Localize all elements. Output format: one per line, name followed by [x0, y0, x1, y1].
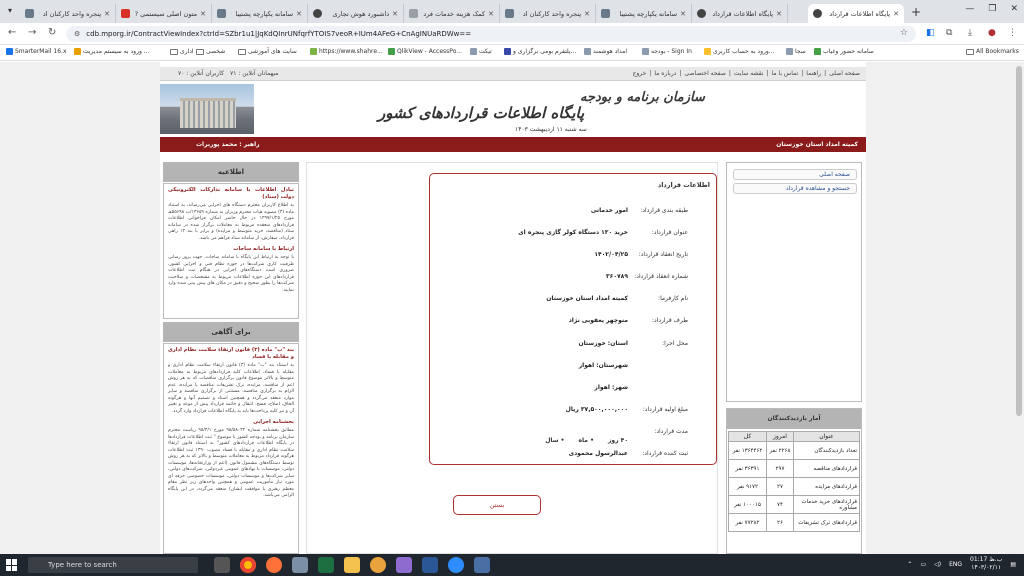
close-tab-icon[interactable]: ✕ [776, 9, 782, 18]
bookmark-icon [584, 48, 591, 55]
browser-tab[interactable]: سامانه یکپارچه پشتیبا ✕ [212, 4, 308, 23]
awareness-text: مطابق بخشنامه شماره ۹۵/۵۸۰۳۲ مورخ ۹۵/۳/۱ ریاست محترم سازمان برنامه و بودجه کشور با موضوع " ثبت اطلاعات قراردادها در پایگاه اطلاعات قراردادهای کشور" به استناد قانون ارتقاء سلامت نظام اداری و مقابله با فساد مصوب ۱۳۹۰ ثبت اطلاعات هرگونه قرارداد مربوط به معاملات متوسط و بالاتر که به هر روش توسط دستگاه‌های مشمول قانون (اعم از وزارتخانه‌ها، موسسات دولتی، موسسات یا نهادهای عمومی غیردولتی، شرکت‌های دولتی، سایر شرکت‌ها و موسسات دولتی، موسسات خصوصی حرفه ای مورد نیاز مأموریت عمومی و همچنین واحدهای زیر نظر مقام معظم رهبری با موافقت ایشان) منعقد می‌گردد، در این پایگاه الزامی می‌باشد. [168, 428, 294, 498]
taskbar-search-input[interactable]: Type here to search [28, 557, 198, 573]
table-row: تعداد بازدیدکنندگان ۲۲۶۸ نفر ۱۳۶۴۴۶۲ نفر [729, 442, 860, 460]
chrome-icon[interactable] [240, 557, 256, 573]
field-contract-date: تاریخ انعقاد قرارداد: ۱۴۰۲/۰۴/۲۵ [594, 251, 688, 258]
windows-start-icon[interactable] [6, 559, 18, 571]
left-sidebar [163, 162, 299, 554]
language-indicator[interactable]: ENG [949, 560, 963, 568]
table-row: قراردادهای مزایده ۲۷ ۹۱۷۲ نفر [729, 478, 860, 496]
bookmark-item[interactable]: پلتفرم بومی برگزاری و... [504, 48, 576, 55]
sidebar-item-home[interactable]: صفحه اصلی [733, 169, 857, 180]
bookmark-icon [470, 48, 477, 55]
nav-home-link[interactable]: صفحه اصلی [829, 70, 860, 77]
bookmark-item[interactable]: بودجه - Sign In [642, 48, 692, 55]
notice-panel [163, 183, 299, 319]
back-icon[interactable]: ← [8, 27, 17, 38]
menu-icon[interactable]: ⋮ [1008, 28, 1017, 38]
bookmark-item[interactable]: سامانه حضور وغیاب [814, 48, 874, 55]
database-title: پایگاه اطلاعات قراردادهای کشور [378, 104, 585, 122]
bookmark-icon [814, 48, 821, 55]
new-tab-icon[interactable]: + [911, 5, 922, 19]
browser-tab-bar [0, 0, 1024, 23]
field-category: طبقه بندی قرارداد: امور خدماتی [590, 207, 688, 214]
bookmark-item[interactable]: سجا [786, 48, 806, 55]
top-navigation [160, 67, 866, 81]
field-contract-number: شماره انعقاد قرارداد: ۳۶۰۷۸۹ [606, 273, 688, 280]
address-bar [0, 23, 1024, 45]
bookmark-icon [704, 48, 711, 55]
browser-tab[interactable]: پنجره واحد کارکنان اد ✕ [20, 4, 116, 23]
right-sidebar-menu [726, 162, 862, 402]
download-icon[interactable]: ⤓ [968, 28, 972, 38]
site-banner [160, 84, 866, 134]
notice-title: اطلاعیه [163, 162, 299, 182]
field-title: عنوان قرارداد: خرید ۱۳۰ دستگاه کولر گازی پنجره ای [518, 229, 688, 236]
folder-icon [238, 49, 246, 55]
topnav-links [633, 70, 861, 77]
url-text: cdb.mporg.ir/ContractViewIndex?ctrId=SZbr1u1|JqKdQInrUNfqrfYTOIS7veoR+IUm4AFeG+CnAgINUaRDWw== [86, 30, 472, 38]
building-photo [160, 84, 254, 134]
nav-help-link[interactable]: راهنما [806, 70, 822, 77]
clock[interactable] [970, 556, 1002, 572]
favicon-icon [313, 9, 322, 18]
translate-icon[interactable]: ◧ [926, 28, 935, 38]
file-explorer-icon[interactable] [344, 557, 360, 573]
firefox-icon[interactable] [266, 557, 282, 573]
nav-logout-link[interactable]: خروج [632, 70, 647, 77]
favicon-icon [409, 9, 418, 18]
maximize-icon[interactable]: ❐ [988, 4, 997, 14]
page-viewport [0, 62, 1014, 554]
bookmark-item[interactable]: امداد هوشمند [584, 48, 627, 55]
nav-contact-link[interactable]: تماس با ما [771, 70, 799, 77]
scrollbar-thumb[interactable] [1016, 66, 1022, 416]
favicon-icon [217, 9, 226, 18]
field-amount: مبلغ اولیه قرارداد: ۳۷,۵۰۰,۰۰۰,۰۰۰ ریال [565, 406, 688, 413]
bookmark-icon [504, 48, 511, 55]
site-container [160, 62, 866, 554]
folder-icon [196, 49, 204, 55]
extensions-icon[interactable]: ⧉ [946, 28, 953, 38]
field-location-county: شهرستان: اهواز [578, 362, 628, 369]
field-registrar: ثبت کننده قرارداد: عبدالرسول محمودی [568, 450, 688, 457]
favicon-icon [505, 9, 514, 18]
notifications-icon[interactable]: ▤ [1010, 560, 1016, 568]
online-counters [178, 70, 278, 77]
profile-avatar-icon[interactable]: ● [988, 28, 996, 38]
notice-heading[interactable]: ارتباط با سامانه ساجات [233, 246, 294, 252]
browser-tab[interactable]: کمک هزینه خدمات فرد ✕ [404, 4, 500, 23]
nav-about-link[interactable]: درباره ما [654, 70, 677, 77]
close-tab-icon[interactable]: ✕ [584, 9, 590, 18]
browser-tab[interactable]: متون اصلی سیستمی ? ✕ [116, 4, 212, 23]
notice-text: با توجه به ارتباط این پایگاه با سامانه ساجات، جهت بروز رسانی ظرفیت کاری شرکت‌ها در حوزه نظام فنی و اجرایی کشور، ضروری است دستگاه‌های اجرایی در هنگام ثبت اطلاعات قراردادهای این حوزه اطلاعات مربوط به مشخصات و صلاحیت شرکت‌ها را بطور صحیح و دقیق در مکان های پیش بینی شده وارد نمایند. [168, 255, 294, 293]
nav-sitemap-link[interactable]: نقشه سایت [733, 70, 764, 77]
visitor-stats-panel [726, 408, 862, 554]
forward-icon[interactable]: → [28, 27, 37, 38]
bookmark-item[interactable]: https://www.shahre... [310, 48, 383, 55]
system-tray [907, 556, 1016, 572]
clock-time: 01:17 ب.ظ [970, 556, 1003, 563]
close-tab-icon[interactable]: ✕ [104, 9, 110, 18]
bookmark-item[interactable]: ورود به حساب کاربری... [704, 48, 775, 55]
volume-icon[interactable]: ◁) [934, 560, 942, 568]
favicon-icon [25, 9, 34, 18]
bookmark-folder[interactable]: سایت های آموزشی [238, 48, 297, 55]
stats-header-today: امروز [766, 432, 793, 442]
nav-separator: | [801, 70, 804, 77]
nav-separator: | [728, 70, 731, 77]
nav-private-page-link[interactable]: صفحه اختصاصی [684, 70, 726, 77]
all-bookmarks[interactable]: All Bookmarks [966, 48, 1019, 55]
site-info-icon[interactable]: ⚙ [74, 30, 81, 38]
skype-icon[interactable] [448, 557, 464, 573]
stats-title: آمار بازدیدکنندگان [727, 409, 861, 429]
bookmark-star-icon[interactable]: ☆ [899, 28, 908, 38]
nav-separator: | [649, 70, 652, 77]
panel-title: اطلاعات قرارداد [657, 181, 710, 189]
field-employer: نام کارفرما: کمیته امداد استان خوزستان [546, 295, 688, 302]
favicon-icon [813, 9, 822, 18]
close-tab-icon[interactable]: ✕ [392, 9, 398, 18]
table-row: قراردادهای مناقصه ۲۹۷ ۳۶۳۹۱ نفر [729, 460, 860, 478]
folder-icon [170, 49, 178, 55]
favicon-icon [121, 9, 130, 18]
folder-icon [966, 49, 974, 55]
awareness-text: به استناد بند "ب" ماده (۳) قانون ارتقاء سلامت نظام اداری و مقابله با فساد، اطلاعات کلیه قراردادهای مربوط به معاملات متوسط و بالاتر موضوع قانون برگزاری مناقصات که به هر روش اعم از مناقصه، مزایده، ترک تشریفات مناقصه یا مزایده، عدم الزام به برگزاری مناقصه، مستثنی از برگزاری مناقصه و سایر موارد منعقد می‌گردد و همچنین اسناد و تصمیم آنها و هرگونه الحاق، اصلاح، فسخ، انتقال و خاتمه قرارداد پیش از موعد و تغییر آن و نیز کلیه پرداخت‌ها باید به پایگاه اطلاعات قرارداد وارد گردد. [168, 363, 294, 414]
chevron-up-icon[interactable]: ⌃ [907, 560, 913, 568]
stats-header-total: کل [729, 432, 767, 442]
excel-icon[interactable] [318, 557, 334, 573]
close-tab-icon[interactable]: ✕ [680, 9, 686, 18]
bookmarks-bar [0, 45, 1024, 61]
bookmark-icon [388, 48, 395, 55]
window-controls [965, 4, 1018, 14]
duration-values [545, 437, 628, 444]
field-contractor: طرف قرارداد: منوچهر یعقوبی نژاد [568, 317, 688, 324]
organization-name: سازمان برنامه و بودجه [580, 90, 705, 105]
bookmark-icon [786, 48, 793, 55]
bookmark-icon [74, 48, 81, 55]
stats-header-title: عنوان [794, 432, 860, 442]
current-date: سه شنبه ۱۱ اردیبهشت ۱۴۰۳ [515, 126, 587, 133]
stats-table [728, 431, 860, 532]
table-row: قراردادهای خرید خدمات مشاوره ۷۴ ۱۰۰۰۱۵ نفر [729, 496, 860, 514]
close-tab-icon[interactable]: ✕ [893, 9, 899, 18]
sidebar-item-search-contracts[interactable]: جستجو و مشاهده قرارداد [733, 183, 857, 194]
word-icon[interactable] [422, 557, 438, 573]
reload-icon[interactable]: ↻ [48, 27, 57, 38]
awareness-title: برای آگاهی [163, 322, 299, 342]
field-location-province: محل اجرا: استان: خوزستان [578, 340, 688, 347]
page-scrollbar[interactable] [1014, 62, 1024, 554]
contract-info-panel [429, 173, 717, 465]
awareness-heading[interactable]: بند "ب" ماده (۳) قانون ارتقاء سلامت نظام اداری و مقابله با فساد [168, 347, 294, 360]
bookmark-icon [310, 48, 317, 55]
favicon-icon [601, 9, 610, 18]
close-tab-icon[interactable]: ✕ [296, 9, 302, 18]
user-info-bar [160, 137, 866, 152]
url-input[interactable] [66, 26, 916, 42]
browser-tab[interactable]: داشبورد هوش تجاری ✕ [308, 4, 404, 23]
clock-date: ۱۴۰۳/۰۲/۱۱ [971, 564, 1002, 571]
bookmark-item[interactable]: تیکت [470, 48, 492, 55]
bookmark-item[interactable]: ورود به سیستم مدیریت ... [74, 48, 150, 55]
bookmark-icon [642, 48, 649, 55]
bookmark-item[interactable]: QlikView - AccessPo... [388, 48, 462, 55]
bookmark-folder[interactable]: اداری [170, 48, 194, 55]
organization-unit: کمیته امداد استان خوزستان [776, 141, 858, 148]
field-location-city: شهر: اهواز [594, 384, 628, 391]
nav-separator: | [824, 70, 827, 77]
close-tab-icon[interactable]: ✕ [488, 9, 494, 18]
app-icon[interactable] [396, 557, 412, 573]
windows-taskbar [0, 554, 1024, 576]
notice-text: به اطلاع کاربران محترم دستگاه های اجرایی می‌رساند، به استناد ماده (۳) مصوبه هیات محترم وزیران به شماره ۱۳۶۵۹/ت ۵۵۶۹۸هـ مورخ ۱۳۹۷/۱/۲۵ در حال حاضر امکان فراخوانی اطلاعات قراردادهای منعقده مربوط به معاملات برگزار شده در سامانه ستاد (مناقصه، خرید متوسط و مزایده) و برابر با بند ۱۲ راهی قرارداد، سفارش، از سامانه ستاد فراهم می باشد. [168, 203, 294, 241]
duration-days: ۴۰ روز [607, 437, 628, 444]
admin-name: راهبر : محمد پوربرات [196, 141, 260, 148]
app-icon[interactable] [370, 557, 386, 573]
table-row: قراردادهای ترک تشریفات ۲۶ ۷۷۲۸۲ نفر [729, 514, 860, 532]
task-view-icon[interactable] [214, 557, 230, 573]
online-guests: میهمانان آنلاین : ۷۱ [230, 70, 279, 77]
close-window-icon[interactable]: ✕ [1010, 4, 1018, 14]
minimize-icon[interactable]: — [965, 4, 975, 14]
bookmark-icon [6, 48, 13, 55]
nav-separator: | [766, 70, 769, 77]
close-tab-icon[interactable]: ✕ [200, 9, 206, 18]
duration-months: • ماه [578, 437, 594, 444]
app-icon[interactable] [292, 557, 308, 573]
app-icon[interactable] [474, 557, 490, 573]
online-users: کاربران آنلاین : ۷۰ [178, 70, 224, 77]
browser-tab[interactable]: پنجره واحد کارکنان اد ✕ [500, 4, 596, 23]
main-content [306, 162, 718, 554]
tab-search-icon[interactable]: ▾ [8, 6, 13, 15]
network-icon[interactable]: ▭ [920, 560, 927, 568]
notice-heading[interactable]: تبادل اطلاعات با سامانه تدارکات الکترونیکی دولت (ستاد) [168, 187, 294, 200]
close-button[interactable]: بستن [453, 495, 541, 515]
browser-tab[interactable]: سامانه یکپارچه پشتیبا ✕ [596, 4, 692, 23]
field-duration: مدت قرارداد: [654, 428, 688, 435]
awareness-panel [163, 343, 299, 554]
browser-tab[interactable]: پایگاه اطلاعات قرارداد ✕ [692, 4, 788, 23]
duration-years: • سال [545, 437, 565, 444]
bookmark-folder[interactable]: شخصی [196, 48, 225, 55]
favicon-icon [697, 9, 706, 18]
awareness-heading[interactable]: بخشنامه اجرایی [253, 419, 294, 425]
browser-tab-active[interactable]: پایگاه اطلاعات قرارداد ✕ [808, 4, 904, 23]
nav-separator: | [679, 70, 682, 77]
bookmark-item[interactable]: SmarterMail 16.x [6, 48, 67, 55]
